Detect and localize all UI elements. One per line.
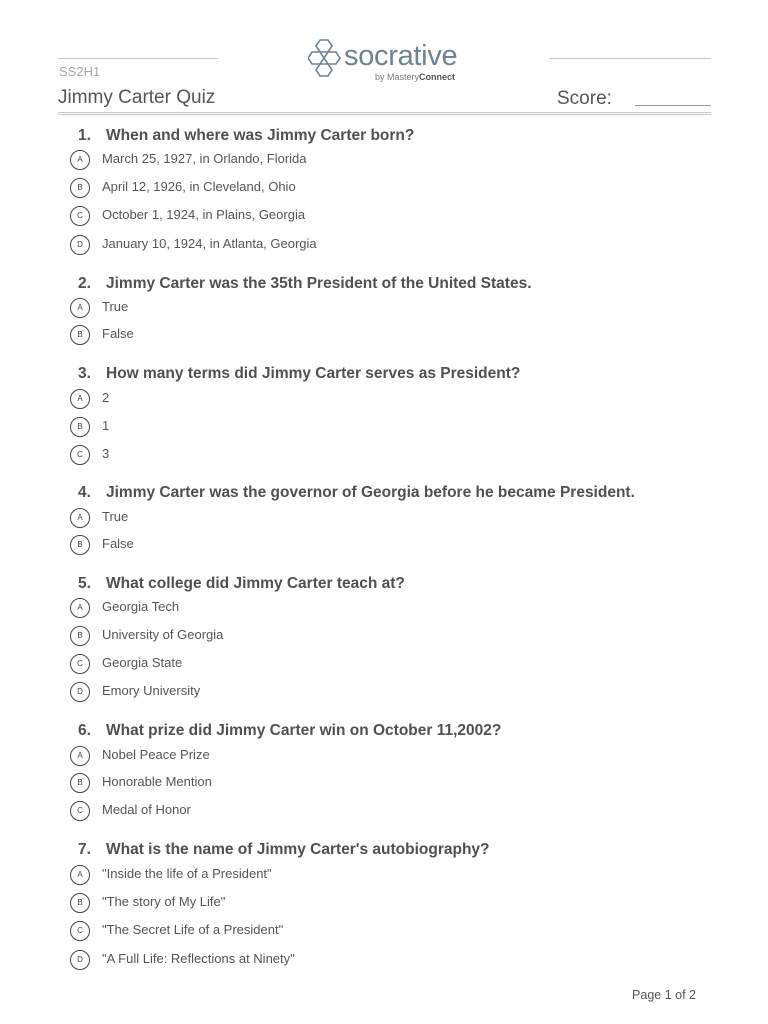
question-prompt: What is the name of Jimmy Carter's autobiography? xyxy=(106,841,490,858)
question-number: 4. xyxy=(78,484,91,501)
answer-choice[interactable] xyxy=(70,865,710,889)
question-text xyxy=(78,575,405,593)
answer-choice[interactable] xyxy=(70,389,710,413)
answer-choice[interactable] xyxy=(70,921,710,945)
question-prompt: How many terms did Jimmy Carter serves as President? xyxy=(106,365,521,382)
answer-choice[interactable] xyxy=(70,417,710,441)
question-prompt: What college did Jimmy Carter teach at? xyxy=(106,575,405,592)
question-prompt: Jimmy Carter was the 35th President of the United States. xyxy=(106,275,532,292)
answer-bubble[interactable]: B xyxy=(70,325,90,345)
question-text xyxy=(78,275,532,293)
answer-text: "A Full Life: Reflections at Ninety" xyxy=(102,951,295,966)
answer-text: January 10, 1924, in Atlanta, Georgia xyxy=(102,236,317,251)
title-rule-second xyxy=(58,114,711,115)
answer-text: 3 xyxy=(102,446,110,461)
question-prompt: What prize did Jimmy Carter win on October 11,2002? xyxy=(106,722,502,739)
answer-text: "The Secret Life of a President" xyxy=(102,922,284,937)
answer-choice[interactable] xyxy=(70,535,710,559)
answer-choice[interactable] xyxy=(70,325,710,349)
answer-choice[interactable] xyxy=(70,150,710,174)
answer-bubble[interactable]: C xyxy=(70,921,90,941)
score-blank-line xyxy=(635,105,711,106)
answer-bubble[interactable]: C xyxy=(70,206,90,226)
quiz-code: SS2H1 xyxy=(59,64,101,79)
logo-tagline-by: by Mastery xyxy=(375,72,420,82)
title-rule xyxy=(58,112,711,113)
answer-choice[interactable] xyxy=(70,445,710,469)
answer-bubble[interactable]: A xyxy=(70,508,90,528)
page-number: Page 1 of 2 xyxy=(632,988,696,1002)
question-text xyxy=(78,127,414,145)
answer-text: Emory University xyxy=(102,683,201,698)
answer-bubble[interactable]: D xyxy=(70,682,90,702)
answer-bubble[interactable]: B xyxy=(70,773,90,793)
header-rule-right xyxy=(549,58,711,59)
question-text xyxy=(78,841,490,859)
question-number: 5. xyxy=(78,575,91,592)
answer-choice[interactable] xyxy=(70,654,710,678)
question-prompt: When and where was Jimmy Carter born? xyxy=(106,127,415,144)
answer-text: Georgia Tech xyxy=(102,599,180,614)
answer-choice[interactable] xyxy=(70,235,710,259)
answer-text: "The story of My Life" xyxy=(102,894,226,909)
answer-text: False xyxy=(102,326,134,341)
question-text xyxy=(78,365,520,383)
logo-wordmark: socrative xyxy=(344,40,458,72)
answer-text: 1 xyxy=(102,418,110,433)
answer-choice[interactable] xyxy=(70,206,710,230)
socrative-logo xyxy=(308,38,463,86)
header-rule-left xyxy=(58,58,218,59)
answer-text: "Inside the life of a President" xyxy=(102,866,272,881)
answer-bubble[interactable]: B xyxy=(70,893,90,913)
answer-choice[interactable] xyxy=(70,801,710,825)
answer-bubble[interactable]: A xyxy=(70,598,90,618)
hexagon-logo-icon xyxy=(308,38,342,80)
answer-choice[interactable] xyxy=(70,773,710,797)
answer-text: False xyxy=(102,536,134,551)
answer-bubble[interactable]: A xyxy=(70,150,90,170)
answer-bubble[interactable]: A xyxy=(70,298,90,318)
question-number: 6. xyxy=(78,722,91,739)
answer-bubble[interactable]: C xyxy=(70,654,90,674)
answer-text: 2 xyxy=(102,390,110,405)
answer-text: True xyxy=(102,299,129,314)
score-label: Score: xyxy=(557,88,612,109)
answer-choice[interactable] xyxy=(70,298,710,322)
answer-text: University of Georgia xyxy=(102,627,224,642)
answer-text: Georgia State xyxy=(102,655,183,670)
answer-text: October 1, 1924, in Plains, Georgia xyxy=(102,207,306,222)
page-title: Jimmy Carter Quiz xyxy=(58,87,216,108)
question-text xyxy=(78,722,501,740)
answer-bubble[interactable]: B xyxy=(70,417,90,437)
answer-choice[interactable] xyxy=(70,746,710,770)
question-number: 2. xyxy=(78,275,91,292)
answer-choice[interactable] xyxy=(70,598,710,622)
question-prompt: Jimmy Carter was the governor of Georgia before he became President. xyxy=(106,484,635,501)
question-number: 1. xyxy=(78,127,91,144)
answer-bubble[interactable]: A xyxy=(70,746,90,766)
question-number: 7. xyxy=(78,841,91,858)
answer-bubble[interactable]: B xyxy=(70,535,90,555)
answer-text: True xyxy=(102,509,129,524)
answer-bubble[interactable]: A xyxy=(70,865,90,885)
question-text xyxy=(78,484,635,502)
answer-choice[interactable] xyxy=(70,626,710,650)
answer-choice[interactable] xyxy=(70,893,710,917)
answer-bubble[interactable]: C xyxy=(70,801,90,821)
answer-bubble[interactable]: B xyxy=(70,178,90,198)
answer-choice[interactable] xyxy=(70,508,710,532)
answer-bubble[interactable]: D xyxy=(70,235,90,255)
answer-choice[interactable] xyxy=(70,682,710,706)
answer-choice[interactable] xyxy=(70,178,710,202)
answer-choice[interactable] xyxy=(70,950,710,974)
answer-bubble[interactable]: C xyxy=(70,445,90,465)
answer-text: Nobel Peace Prize xyxy=(102,747,210,762)
answer-text: Medal of Honor xyxy=(102,802,191,817)
logo-tagline xyxy=(375,72,455,82)
answer-bubble[interactable]: D xyxy=(70,950,90,970)
answer-bubble[interactable]: A xyxy=(70,389,90,409)
answer-text: April 12, 1926, in Cleveland, Ohio xyxy=(102,179,296,194)
answer-text: March 25, 1927, in Orlando, Florida xyxy=(102,151,307,166)
answer-bubble[interactable]: B xyxy=(70,626,90,646)
logo-tagline-connect: Connect xyxy=(419,72,456,82)
question-number: 3. xyxy=(78,365,91,382)
answer-text: Honorable Mention xyxy=(102,774,212,789)
